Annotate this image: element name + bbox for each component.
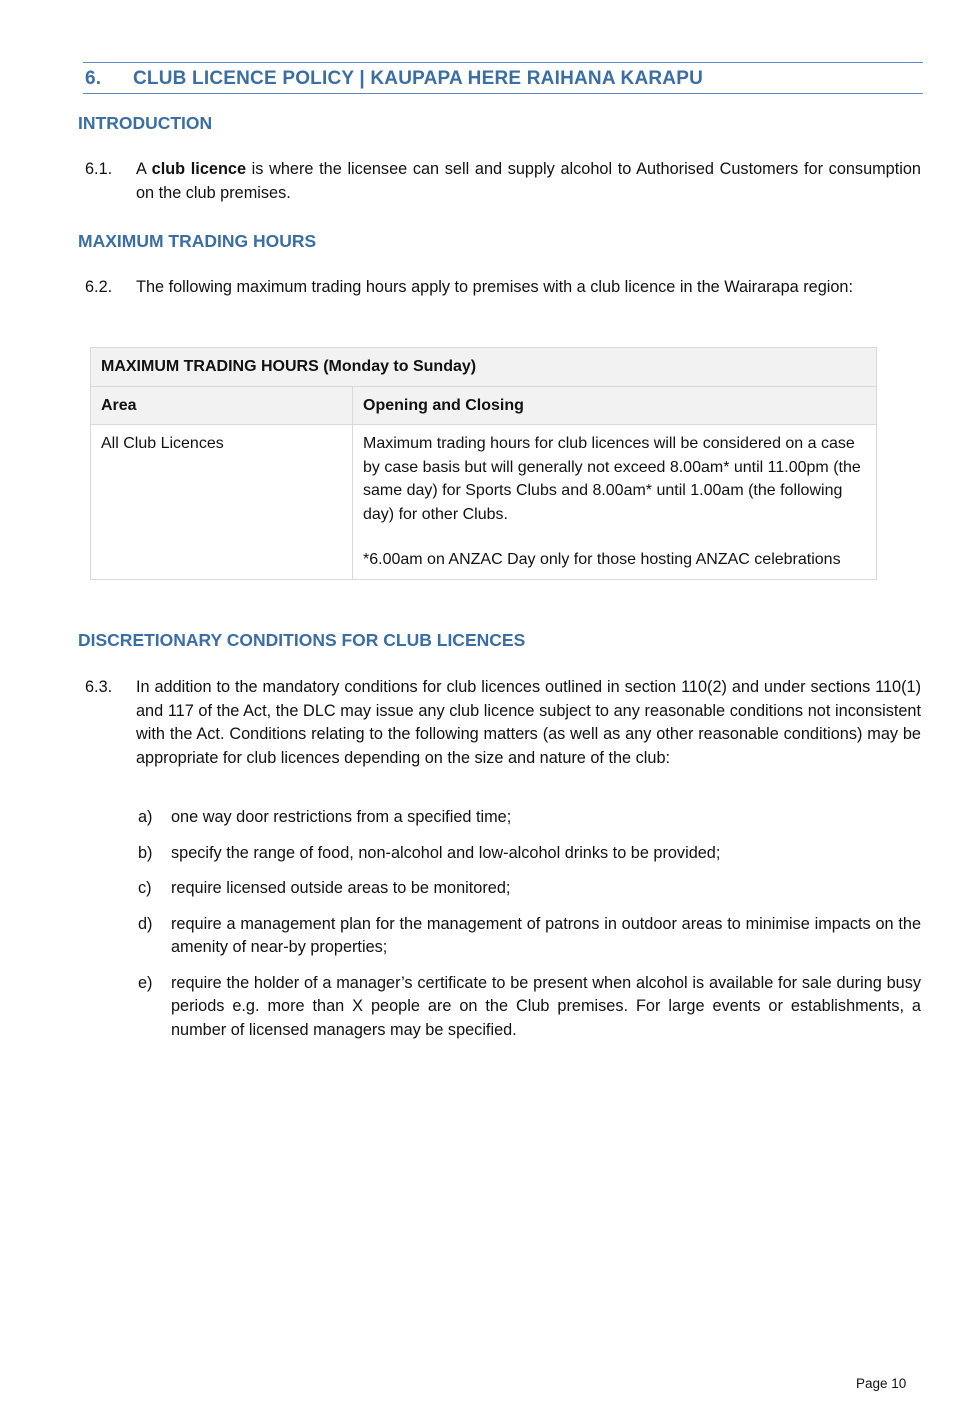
item-text: specify the range of food, non-alcohol and low-alcohol drinks to be provided; [171,843,721,862]
paragraph-text: The following maximum trading hours apply to premises with a club licence in the Wairarapa region: [136,278,854,296]
text-span: A [136,160,152,178]
conditions-list [136,806,921,1054]
spacer [363,526,866,548]
page-number: Page 10 [856,1376,907,1391]
paragraph-number: 6.3. [85,678,113,696]
paragraph-6-2 [85,276,887,300]
item-letter: a) [138,808,153,826]
column-header-area: Area [91,386,353,425]
paragraph-6-1 [85,158,921,205]
list-item [136,972,921,1043]
paragraph-number: 6.2. [85,278,113,296]
column-header-hours: Opening and Closing [353,386,877,425]
paragraph-text: In addition to the mandatory conditions for club licences outlined in section 110(2) and under sections 110(1) and 117 of the Act, the DLC may issue any club licence subject to any reasonable conditions not inconsistent with the Act. Conditions relating to the following matters (as well as any other reasonable conditions) may be appropriate for club licences depending on the size and nature of the club: [136,678,921,767]
item-letter: e) [138,973,153,992]
item-text: one way door restrictions from a specified time; [171,808,512,826]
hours-text: Maximum trading hours for club licences will be considered on a case by case basis but will generally not exceed 8.00am* until 11.00pm (the same day) for Sports Clubs and 8.00am* until 1.00am (the following day) for other Clubs. [363,435,861,523]
section-title-bar [83,62,923,94]
discretionary-heading: DISCRETIONARY CONDITIONS FOR CLUB LICENCES [78,630,526,650]
section-number: 6. [85,68,102,89]
list-item [136,913,921,960]
list-item [136,877,921,901]
item-letter: b) [138,843,153,862]
section-title: CLUB LICENCE POLICY | KAUPAPA HERE RAIHANA KARAPU [133,68,704,89]
paragraph-number: 6.1. [85,160,113,178]
hours-note: *6.00am on ANZAC Day only for those hosting ANZAC celebrations [363,551,841,568]
bold-term: club licence [151,160,246,178]
paragraph-text [136,158,921,205]
trading-hours-heading: MAXIMUM TRADING HOURS [78,231,317,251]
text-span: is where the licensee can sell and supply alcohol to Authorised Customers for consumption on the club premises. [136,160,921,202]
item-text: require a management plan for the management of patrons in outdoor areas to minimise impacts on the amenity of near-by properties; [171,914,921,956]
list-item [136,842,921,866]
table-caption: MAXIMUM TRADING HOURS (Monday to Sunday) [91,348,877,387]
item-letter: d) [138,914,153,933]
cell-hours [353,425,877,580]
cell-area: All Club Licences [91,425,353,580]
table-row [91,425,877,580]
paragraph-6-3 [85,676,921,770]
trading-hours-table [90,347,877,580]
item-text: require licensed outside areas to be monitored; [171,879,511,897]
table-caption-row [91,348,877,387]
item-letter: c) [138,879,152,897]
item-text: require the holder of a manager’s certificate to be present when alcohol is available for sale during busy periods e.g. more than X people are on the Club premises. For large events or establishments, a number of licensed managers may be specified. [171,973,921,1039]
table-header-row [91,386,877,425]
list-item [136,806,921,830]
introduction-heading: INTRODUCTION [78,113,213,133]
